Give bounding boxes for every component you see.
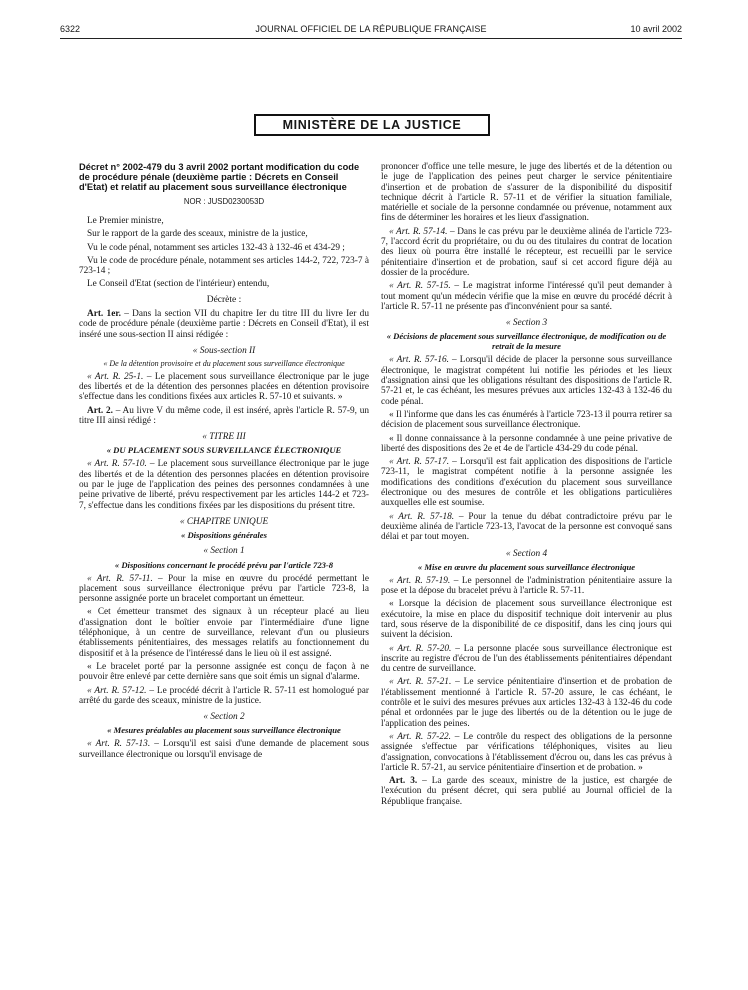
article-r-25-1: [79, 372, 369, 403]
article-label: « Art. R. 57-17.: [389, 457, 450, 468]
article-label: « Art. R. 57-15.: [389, 281, 451, 292]
article-label: « Art. R. 57-18.: [389, 511, 455, 522]
paragraph: « Il l'informe que dans les cas énumérés à l'article 723-13 il pourra retirer sa décision de placement sous surveillance électronique.: [381, 409, 672, 431]
paragraph: Vu le code pénal, notamment ses articles 132-43 à 132-46 et 434-29 ;: [87, 242, 345, 253]
issue-date: 10 avril 2002: [630, 24, 682, 34]
section-1-heading: « Section 1: [203, 546, 245, 557]
article-label: « Art. R. 57-21.: [389, 677, 452, 688]
article-2: [79, 406, 369, 427]
paragraph: Le Premier ministre,: [87, 215, 164, 226]
article-text: – La personne placée sous surveillance électronique est inscrite au registre d'écrou de l'un des établissements pénitentiaires dépendant du centre de surveillance.: [381, 643, 672, 675]
article-r-57-19: [381, 576, 672, 597]
article-r-57-21: [381, 677, 672, 728]
article-text: – Lorsqu'il décide de placer la personne sous surveillance électronique, le magistrat compétent lui notifie les périodes et les lieux d'assignation ainsi que les obligations résultant des dispositions de l'article R. 57-21 et, le cas échéant, les mesures prévues aux articles 132-43 à 132-46 du code pénal.: [381, 355, 672, 407]
chapter-heading: « CHAPITRE UNIQUE: [179, 516, 269, 527]
article-r-57-22: [381, 732, 672, 773]
article-r-57-18: [381, 512, 672, 543]
article-label: « Art. R. 57-12.: [87, 685, 147, 696]
article-r-57-10: [79, 459, 369, 510]
paragraph: « Lorsque la décision de placement sous surveillance électronique est exécutoire, la mise en place du dispositif technique doit intervenir au plus tard, sous réserve de la disponibilité de ce dispositif, dans les cinq jours qui suivent la décision.: [381, 599, 672, 641]
section-2-subtitle: « Mesures préalables au placement sous surveillance électronique: [107, 725, 341, 736]
article-text: – Le placement sous surveillance électronique par le juge des libertés et de la détention des personnes placées en détention provisoire s'effectue dans les conditions fixées aux articles R. 57-10 et suivants. »: [79, 371, 369, 403]
article-text: – Dans la section VII du chapitre Ier du titre III du livre Ier du code de procédure pénale (deuxième partie : Décrets en Conseil d'Etat), il est inséré une sous-section II ainsi rédigée :: [79, 308, 369, 340]
decrete-heading: Décrète :: [206, 294, 242, 305]
article-label: « Art. R. 57-13.: [87, 739, 151, 750]
article-r-57-20: [381, 644, 672, 675]
page-number: 6322: [60, 24, 81, 34]
article-label: « Art. R. 57-10.: [87, 459, 147, 470]
section-2-heading: « Section 2: [203, 712, 245, 723]
paragraph: « Le bracelet porté par la personne assignée est conçu de façon à ne pouvoir être enlevé par cette dernière sans que soit émis un signal d'alarme.: [79, 661, 369, 683]
article-text: – Le service pénitentiaire d'insertion et de probation de l'établissement mentionné à l'article R. 57-20 assure, le cas échéant, le contrôle et le suivi des mesures prévues aux articles 132-43 à 132-46 du code pénal et ordonnées par le juge des libertés ou de la détention ou le juge de l'application des peines.: [381, 677, 672, 729]
article-label: « Art. R. 57-14.: [389, 226, 448, 237]
paragraph: Sur le rapport de la garde des sceaux, ministre de la justice,: [87, 229, 308, 240]
section-1-subtitle: « Dispositions concernant le procédé prévu par l'article 723-8: [114, 559, 334, 570]
article-r-57-14: [381, 227, 672, 278]
article-text: – Au livre V du même code, il est inséré, après l'article R. 57-9, un titre III ainsi rédigé :: [79, 405, 369, 426]
paragraph: prononcer d'office une telle mesure, le juge des libertés et de la détention ou le juge de l'application des peines peut charger le service pénitentiaire d'insertion et de probation de s'assurer de la disponibilité du dispositif technique décrit à l'article R. 57-11 et de vérifier la situation familiale, matérielle et sociale de la personne condamnée ou prévenue, notamment aux fins de déterminer les horaires et les lieux d'assignation.: [381, 162, 672, 224]
section-3-subtitle: « Décisions de placement sous surveillance électronique, de modification ou de retrait de la mesure: [386, 331, 667, 352]
page-header: [60, 20, 682, 39]
article-3: [381, 776, 672, 807]
article-text: – La garde des sceaux, ministre de la justice, est chargée de l'exécution du présent décret, qui sera publié au Journal officiel de la République française.: [381, 776, 672, 807]
article-1: [79, 309, 369, 340]
left-column: [79, 162, 369, 763]
article-label: « Art. R. 57-20.: [389, 643, 452, 654]
article-label: « Art. R. 57-11.: [87, 573, 153, 584]
article-text: – Dans le cas prévu par le deuxième alinéa de l'article 723-7, l'accord écrit du propriétaire, ou du ou des titulaires du contrat de location des lieux où pourra être installé le récepteur, est recueilli par le service pénitentiaire d'insertion et de probation, sauf si cet accord figure déjà au dossier de la procédure.: [381, 226, 672, 278]
article-text: – Pour la tenue du débat contradictoire prévu par le deuxième alinéa de l'article 723-13, l'avocat de la personne est convoqué sans délai et par tout moyen.: [381, 511, 672, 543]
paragraph: Vu le code de procédure pénale, notamment ses articles 144-2, 722, 723-7 à 723-14 ;: [79, 255, 369, 277]
article-r-57-17: [381, 457, 672, 508]
article-text: – Le contrôle du respect des obligations de la personne assignée s'effectue par vérifications téléphoniques, visites au lieu d'assignation, convocations à l'établissement d'écrou ou, dans les cas prévus à l'article R. 57-21, au service pénitentiaire d'insertion et de probation. »: [381, 731, 672, 773]
article-label: « Art. R. 25-1.: [87, 371, 144, 382]
article-r-57-11: [79, 574, 369, 605]
paragraph: Le Conseil d'Etat (section de l'intérieur) entendu,: [87, 279, 270, 290]
article-r-57-12: [79, 686, 369, 707]
section-3-heading: « Section 3: [505, 318, 548, 329]
subsection-subtitle: « De la détention provisoire et du placement sous surveillance électronique: [103, 359, 345, 369]
article-text: – Lorsqu'il est fait application des dispositions de l'article 723-11, le magistrat compétent notifie à la personne assignée les modifications des conditions d'exécution du placement sous surveillance électronique ou des mesures de contrôle et les obligations particulières auxquelles elle est soumise.: [381, 457, 672, 509]
paragraph: « Cet émetteur transmet des signaux à un récepteur placé au lieu d'assignation dont le boîtier envoie par l'intermédiaire d'une ligne téléphonique, à un centre de surveillance, relevant d'un ou plusieurs établissements pénitentiaires, des messages relatifs au fonctionnement du dispositif et à la présence de l'intéressé dans le lieu où il est assigné.: [79, 607, 369, 659]
article-text: – Le procédé décrit à l'article R. 57-11 est homologué par arrêté du garde des sceaux, ministre de la justice.: [79, 685, 369, 706]
nor-reference: NOR : JUSD0230053D: [183, 196, 265, 206]
section-4-subtitle: « Mise en œuvre du placement sous surveillance électronique: [417, 561, 636, 572]
right-column: [381, 162, 672, 810]
article-label: Art. 3.: [389, 776, 418, 787]
article-label: « Art. R. 57-19.: [389, 575, 451, 586]
article-r-57-16: [381, 355, 672, 406]
article-label: Art. 1er.: [87, 308, 121, 319]
title-subtitle: « DU PLACEMENT SOUS SURVEILLANCE ÉLECTRONIQUE: [106, 445, 342, 456]
article-text: – Le placement sous surveillance électronique par le juge des libertés et de la détention des personnes placées en détention provisoire ou par le juge de l'application des peines des personnes condamnées à une peine privative de liberté, prévu respectivement par les articles 144-2 et 723-7, s'effectue dans les conditions fixées par les dispositions du présent titre.: [79, 459, 369, 511]
article-text: – Le personnel de l'administration pénitentiaire assure la pose et la dépose du bracelet prévu à l'article R. 57-11.: [381, 575, 672, 597]
article-text: – Lorsqu'il est saisi d'une demande de placement sous surveillance électronique ou lorsqu'il envisage de: [79, 739, 369, 760]
journal-title: JOURNAL OFFICIEL DE LA RÉPUBLIQUE FRANÇAISE: [255, 24, 487, 34]
decree-title: Décret n° 2002-479 du 3 avril 2002 portant modification du code de procédure pénale (deuxième partie : Décrets en Conseil d'Etat) et relatif au placement sous surveillance électronique: [79, 162, 360, 193]
section-4-heading: « Section 4: [505, 548, 548, 559]
title-heading: « TITRE III: [202, 432, 246, 443]
article-r-57-13: [79, 739, 369, 760]
subsection-heading: « Sous-section II: [192, 345, 256, 356]
article-text: – Pour la mise en œuvre du procédé permettant le placement sous surveillance électronique prévu par l'article 723-8, la personne assignée porte un bracelet comportant un émetteur.: [79, 573, 369, 605]
article-text: – Le magistrat informe l'intéressé qu'il peut demander à tout moment qu'un médecin vérifie que la mise en œuvre du procédé décrit à l'article R. 57-11 ne présente pas d'inconvénient pour sa santé.: [381, 281, 672, 312]
chapter-subtitle: « Dispositions générales: [181, 530, 267, 541]
article-label: « Art. R. 57-22.: [389, 731, 452, 742]
article-label: Art. 2.: [87, 405, 113, 416]
article-label: « Art. R. 57-16.: [389, 355, 449, 366]
article-r-57-15: [381, 281, 672, 312]
paragraph: « Il donne connaissance à la personne condamnée à une peine privative de liberté des dispositions des 2e et 4e de l'article 434-29 du code pénal.: [381, 433, 672, 454]
ministry-box: MINISTÈRE DE LA JUSTICE: [254, 114, 490, 136]
